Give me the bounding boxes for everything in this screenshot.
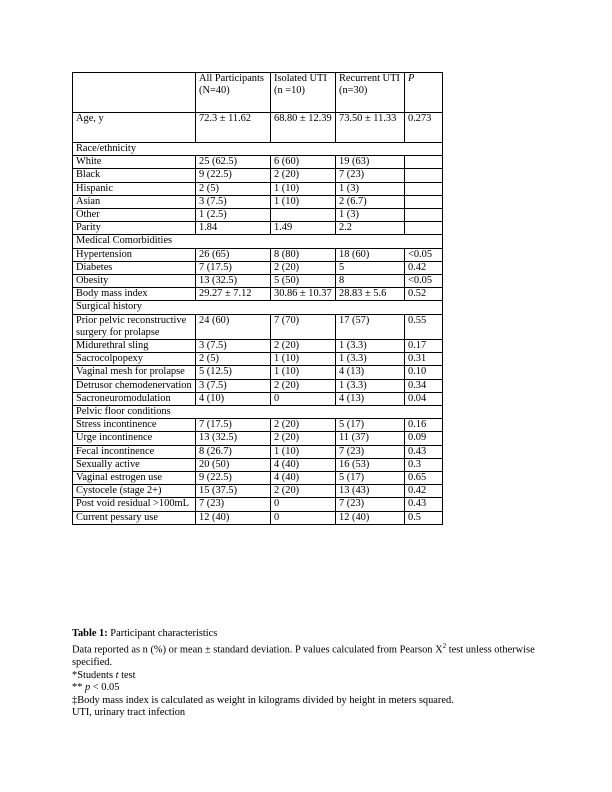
cell-p: 0.273 bbox=[405, 113, 443, 143]
cell-all: 5 (12.5) bbox=[196, 366, 271, 379]
cell-recurrent: 5 (17) bbox=[336, 472, 405, 485]
cell-p: 0.43 bbox=[405, 445, 443, 458]
table-row-age bbox=[73, 113, 443, 143]
section-header-row bbox=[73, 301, 443, 314]
row-label: Asian bbox=[73, 195, 196, 208]
cell-all: 26 (65) bbox=[196, 248, 271, 261]
cell-all: 7 (17.5) bbox=[196, 419, 271, 432]
cell-recurrent: 4 (13) bbox=[336, 366, 405, 379]
participant-characteristics-table bbox=[72, 72, 443, 525]
row-label: Sacroneuromodulation bbox=[73, 392, 196, 405]
cell-isolated: 4 (40) bbox=[271, 458, 336, 471]
cell-isolated: 1 (10) bbox=[271, 366, 336, 379]
row-label: Fecal incontinence bbox=[73, 445, 196, 458]
row-label: Obesity bbox=[73, 275, 196, 288]
header-cell-label bbox=[73, 73, 196, 113]
table-row bbox=[73, 353, 443, 366]
cell-all: 13 (32.5) bbox=[196, 275, 271, 288]
cell-p: 0.17 bbox=[405, 340, 443, 353]
row-label: Sexually active bbox=[73, 458, 196, 471]
table-caption: Table 1: Participant characteristics bbox=[72, 628, 218, 639]
cell-p: 0.09 bbox=[405, 432, 443, 445]
cell-all: 12 (40) bbox=[196, 511, 271, 524]
table-header-row bbox=[73, 73, 443, 113]
cell-recurrent: 8 bbox=[336, 275, 405, 288]
cell-recurrent: 7 (23) bbox=[336, 169, 405, 182]
cell-p: 0.16 bbox=[405, 419, 443, 432]
cell-all: 7 (17.5) bbox=[196, 261, 271, 274]
table-row bbox=[73, 432, 443, 445]
cell-p: 0.31 bbox=[405, 353, 443, 366]
table-row bbox=[73, 511, 443, 524]
row-label: Current pessary use bbox=[73, 511, 196, 524]
cell-all: 3 (7.5) bbox=[196, 195, 271, 208]
header-cell-recurrent: Recurrent UTI (n=30) bbox=[336, 73, 405, 113]
cell-isolated: 1.49 bbox=[271, 222, 336, 235]
cell-isolated: 0 bbox=[271, 498, 336, 511]
cell-isolated: 2 (20) bbox=[271, 169, 336, 182]
cell-all: 9 (22.5) bbox=[196, 472, 271, 485]
table-row bbox=[73, 485, 443, 498]
table-row bbox=[73, 261, 443, 274]
cell-isolated: 2 (20) bbox=[271, 485, 336, 498]
cell-p: 0.65 bbox=[405, 472, 443, 485]
cell-all: 13 (32.5) bbox=[196, 432, 271, 445]
cell-p bbox=[405, 195, 443, 208]
cell-all: 8 (26.7) bbox=[196, 445, 271, 458]
table-row bbox=[73, 182, 443, 195]
cell-recurrent: 1 (3.3) bbox=[336, 379, 405, 392]
cell-isolated: 30.86 ± 10.37 bbox=[271, 288, 336, 301]
row-label: Other bbox=[73, 209, 196, 222]
table-row bbox=[73, 392, 443, 405]
cell-p: 0.3 bbox=[405, 458, 443, 471]
table-row bbox=[73, 248, 443, 261]
cell-recurrent: 17 (57) bbox=[336, 314, 405, 339]
cell-isolated: 8 (80) bbox=[271, 248, 336, 261]
cell-p: 0.5 bbox=[405, 511, 443, 524]
data-note: Data reported as n (%) or mean ± standard deviation. P values calculated from Pearson $X^2$ test unless otherwise specified. bbox=[72, 642, 535, 669]
cell-all: 2 (5) bbox=[196, 353, 271, 366]
cell-recurrent: 7 (23) bbox=[336, 498, 405, 511]
section-title: Race/ethnicity bbox=[73, 143, 443, 156]
row-label: Detrusor chemodenervation bbox=[73, 379, 196, 392]
cell-all: 2 (5) bbox=[196, 182, 271, 195]
cell-recurrent: 18 (60) bbox=[336, 248, 405, 261]
table-row bbox=[73, 314, 443, 339]
table-row bbox=[73, 209, 443, 222]
section-title: Surgical history bbox=[73, 301, 443, 314]
cell-p: 0.42 bbox=[405, 485, 443, 498]
section-header-row bbox=[73, 235, 443, 248]
table-notes bbox=[72, 628, 542, 719]
footnote-students-t: *Students t test bbox=[72, 669, 136, 681]
row-label: Body mass index bbox=[73, 288, 196, 301]
table-row bbox=[73, 458, 443, 471]
cell-p bbox=[405, 209, 443, 222]
row-label: Hispanic bbox=[73, 182, 196, 195]
table-row bbox=[73, 366, 443, 379]
cell-p: 0.34 bbox=[405, 379, 443, 392]
cell-p bbox=[405, 169, 443, 182]
cell-recurrent: 73.50 ± 11.33 bbox=[336, 113, 405, 143]
cell-recurrent: 13 (43) bbox=[336, 485, 405, 498]
cell-p: <0.05 bbox=[405, 275, 443, 288]
row-label: Midurethral sling bbox=[73, 340, 196, 353]
cell-isolated bbox=[271, 209, 336, 222]
cell-isolated: 2 (20) bbox=[271, 432, 336, 445]
cell-all: 3 (7.5) bbox=[196, 379, 271, 392]
cell-all: 20 (50) bbox=[196, 458, 271, 471]
table-row bbox=[73, 472, 443, 485]
section-header-row bbox=[73, 406, 443, 419]
row-label: Vaginal mesh for prolapse bbox=[73, 366, 196, 379]
cell-isolated: 0 bbox=[271, 511, 336, 524]
cell-isolated: 1 (10) bbox=[271, 182, 336, 195]
row-label: Age, y bbox=[73, 113, 196, 143]
row-label: Urge incontinence bbox=[73, 432, 196, 445]
cell-all: 7 (23) bbox=[196, 498, 271, 511]
row-label: Vaginal estrogen use bbox=[73, 472, 196, 485]
cell-recurrent: 1 (3.3) bbox=[336, 353, 405, 366]
cell-isolated: 2 (20) bbox=[271, 379, 336, 392]
cell-recurrent: 5 (17) bbox=[336, 419, 405, 432]
cell-recurrent: 1 (3.3) bbox=[336, 340, 405, 353]
row-label: Sacrocolpopexy bbox=[73, 353, 196, 366]
table-row bbox=[73, 445, 443, 458]
cell-isolated: 1 (10) bbox=[271, 353, 336, 366]
table-row bbox=[73, 169, 443, 182]
cell-recurrent: 16 (53) bbox=[336, 458, 405, 471]
cell-isolated: 0 bbox=[271, 392, 336, 405]
table-row bbox=[73, 288, 443, 301]
table-row bbox=[73, 222, 443, 235]
footnote-p-value: ** p < 0.05 bbox=[72, 682, 120, 694]
cell-recurrent: 2 (6.7) bbox=[336, 195, 405, 208]
cell-recurrent: 2.2 bbox=[336, 222, 405, 235]
cell-p: 0.43 bbox=[405, 498, 443, 511]
cell-recurrent: 12 (40) bbox=[336, 511, 405, 524]
cell-all: 24 (60) bbox=[196, 314, 271, 339]
cell-isolated: 68.80 ± 12.39 bbox=[271, 113, 336, 143]
row-label: Black bbox=[73, 169, 196, 182]
cell-p bbox=[405, 222, 443, 235]
cell-recurrent: 1 (3) bbox=[336, 209, 405, 222]
cell-recurrent: 28.83 ± 5.6 bbox=[336, 288, 405, 301]
row-label: Stress incontinence bbox=[73, 419, 196, 432]
cell-recurrent: 1 (3) bbox=[336, 182, 405, 195]
section-title: Pelvic floor conditions bbox=[73, 406, 443, 419]
cell-all: 1 (2.5) bbox=[196, 209, 271, 222]
cell-recurrent: 19 (63) bbox=[336, 156, 405, 169]
footnote-uti: UTI, urinary tract infection bbox=[72, 706, 186, 718]
cell-all: 15 (37.5) bbox=[196, 485, 271, 498]
cell-isolated: 6 (60) bbox=[271, 156, 336, 169]
footnote-bmi: ‡Body mass index is calculated as weight in kilograms divided by height in meters squared. bbox=[72, 694, 454, 706]
cell-all: 29.27 ± 7.12 bbox=[196, 288, 271, 301]
table-row bbox=[73, 156, 443, 169]
cell-p bbox=[405, 156, 443, 169]
cell-recurrent: 5 bbox=[336, 261, 405, 274]
cell-isolated: 5 (50) bbox=[271, 275, 336, 288]
table-row bbox=[73, 340, 443, 353]
header-cell-p: P bbox=[405, 73, 443, 113]
cell-isolated: 1 (10) bbox=[271, 445, 336, 458]
cell-isolated: 4 (40) bbox=[271, 472, 336, 485]
cell-recurrent: 4 (13) bbox=[336, 392, 405, 405]
cell-isolated: 1 (10) bbox=[271, 195, 336, 208]
row-label: Hypertension bbox=[73, 248, 196, 261]
cell-isolated: 2 (20) bbox=[271, 340, 336, 353]
cell-isolated: 2 (20) bbox=[271, 261, 336, 274]
table-row bbox=[73, 379, 443, 392]
section-header-row bbox=[73, 143, 443, 156]
cell-p: 0.10 bbox=[405, 366, 443, 379]
row-label: Prior pelvic reconstructive surgery for prolapse bbox=[73, 314, 196, 339]
cell-all: 72.3 ± 11.62 bbox=[196, 113, 271, 143]
cell-all: 4 (10) bbox=[196, 392, 271, 405]
cell-recurrent: 11 (37) bbox=[336, 432, 405, 445]
cell-all: 1.84 bbox=[196, 222, 271, 235]
table-row bbox=[73, 195, 443, 208]
row-label: White bbox=[73, 156, 196, 169]
cell-p bbox=[405, 182, 443, 195]
cell-isolated: 7 (70) bbox=[271, 314, 336, 339]
row-label: Post void residual >100mL bbox=[73, 498, 196, 511]
cell-p: <0.05 bbox=[405, 248, 443, 261]
section-title: Medical Comorbidities bbox=[73, 235, 443, 248]
cell-p: 0.04 bbox=[405, 392, 443, 405]
cell-recurrent: 7 (23) bbox=[336, 445, 405, 458]
cell-p: 0.52 bbox=[405, 288, 443, 301]
row-label: Parity bbox=[73, 222, 196, 235]
cell-isolated: 2 (20) bbox=[271, 419, 336, 432]
table-row bbox=[73, 419, 443, 432]
cell-p: 0.55 bbox=[405, 314, 443, 339]
cell-all: 9 (22.5) bbox=[196, 169, 271, 182]
header-cell-isolated: Isolated UTI (n =10) bbox=[271, 73, 336, 113]
cell-all: 25 (62.5) bbox=[196, 156, 271, 169]
row-label: Diabetes bbox=[73, 261, 196, 274]
cell-all: 3 (7.5) bbox=[196, 340, 271, 353]
table-row bbox=[73, 498, 443, 511]
cell-p: 0.42 bbox=[405, 261, 443, 274]
header-cell-all: All Participants (N=40) bbox=[196, 73, 271, 113]
row-label: Cystocele (stage 2+) bbox=[73, 485, 196, 498]
table-row bbox=[73, 275, 443, 288]
